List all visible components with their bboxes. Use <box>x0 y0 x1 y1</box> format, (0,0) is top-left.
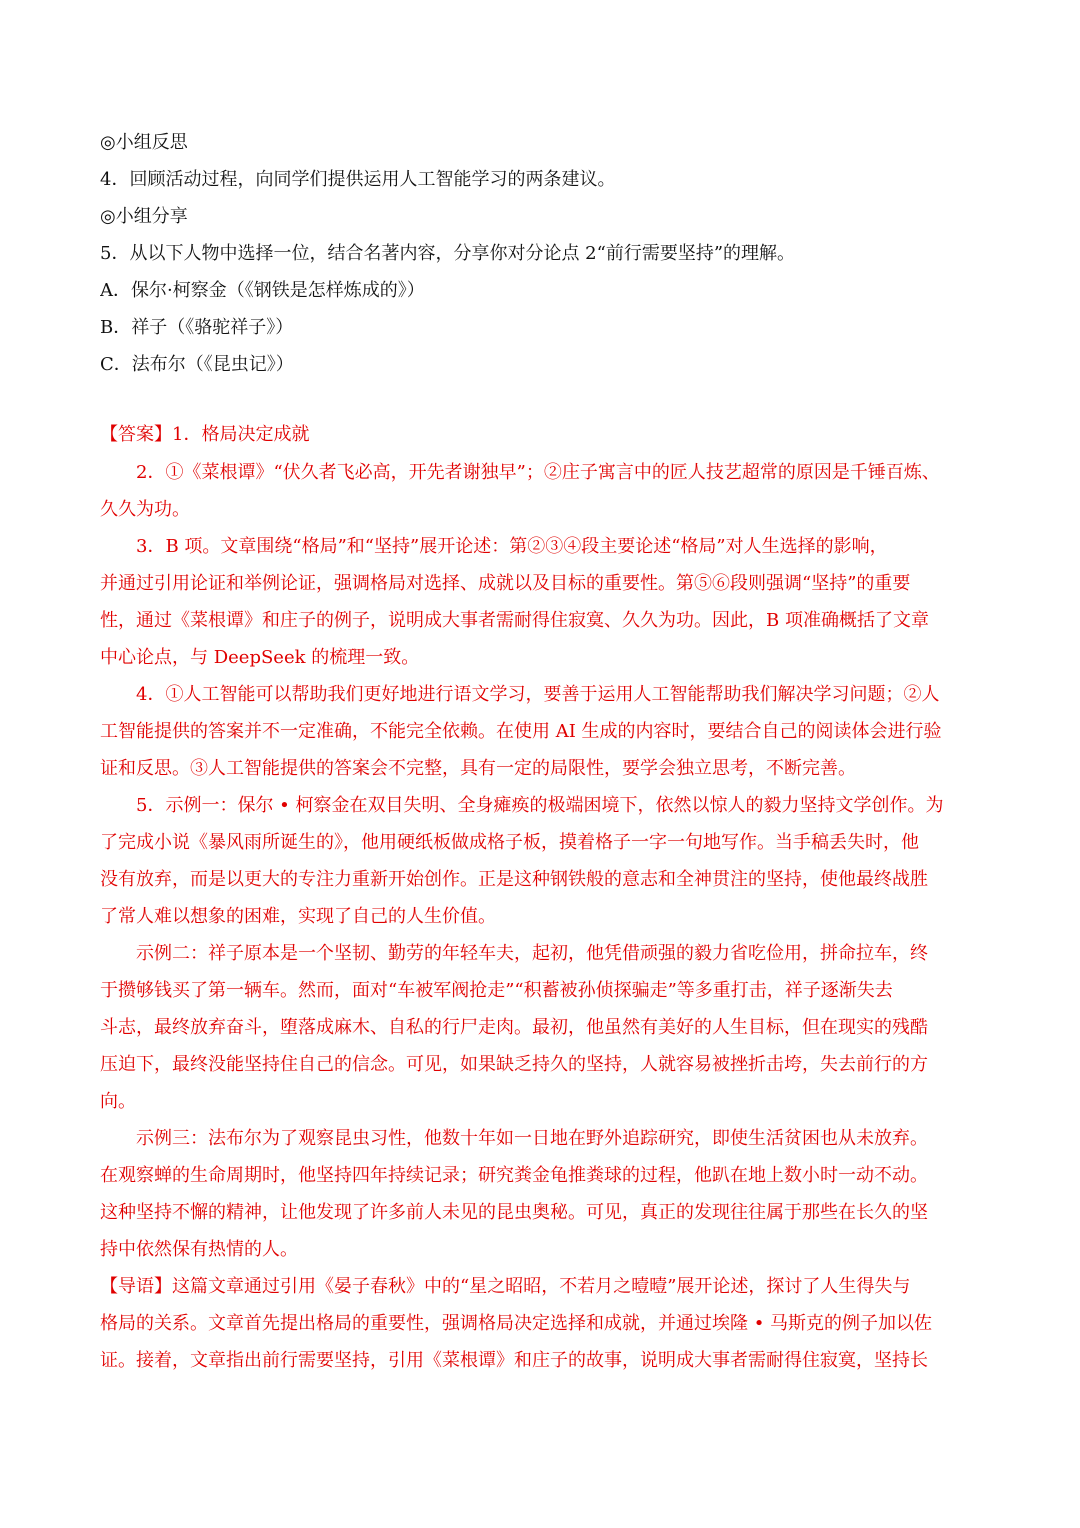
answer-5-ex2-line-3: 斗志，最终放弃奋斗，堕落成麻木、自私的行尸走肉。最初，他虽然有美好的人生目标，但在现实的残酷 <box>100 1017 928 1038</box>
question-5: 5．从以下人物中选择一位，结合名著内容，分享你对分论点 2“前行需要坚持”的理解。 <box>100 243 796 264</box>
answer-3-line-3: 性，通过《菜根谭》和庄子的例子，说明成大事者需耐得住寂寞、久久为功。因此，B 项准确概括了文章 <box>100 610 929 631</box>
answer-5-ex3-line-1: 示例三：法布尔为了观察昆虫习性，他数十年如一日地在野外追踪研究，即使生活贫困也从未放弃。 <box>136 1128 928 1149</box>
answer-5-ex2-line-4: 压迫下，最终没能坚持住自己的信念。可见，如果缺乏持久的坚持，人就容易被挫折击垮，失去前行的方 <box>100 1054 928 1075</box>
guide-text-1: 这篇文章通过引用《晏子春秋》中的“星之昭昭，不若月之曀曀”展开论述，探讨了人生得失与 <box>172 1276 911 1297</box>
answer-2-line-1: 2．①《菜根谭》“伏久者飞必高，开先者谢独早”；②庄子寓言中的匠人技艺超常的原因是千锤百炼、 <box>136 462 940 483</box>
answer-4-line-3: 证和反思。③人工智能提供的答案会不完整，具有一定的局限性，要学会独立思考，不断完善。 <box>100 758 856 779</box>
answer-5-ex1-line-1: 5．示例一：保尔 • 柯察金在双目失明、全身瘫痪的极端困境下，依然以惊人的毅力坚持文学创作。为 <box>136 795 944 816</box>
option-b: B．祥子（《骆驼祥子》） <box>100 317 294 338</box>
answer-3-line-4: 中心论点，与 DeepSeek 的梳理一致。 <box>100 647 420 668</box>
answer-5-ex1-line-2: 了完成小说《暴风雨所诞生的》，他用硬纸板做成格子板，摸着格子一字一句地写作。当手稿丢失时，他 <box>100 832 919 853</box>
answer-5-ex1-line-3: 没有放弃，而是以更大的专注力重新开始创作。正是这种钢铁般的意志和全神贯注的坚持，使他最终战胜 <box>100 869 928 890</box>
guide-line-3: 证。接着，文章指出前行需要坚持，引用《菜根谭》和庄子的故事，说明成大事者需耐得住寂寞，坚持长 <box>100 1350 928 1371</box>
guide-label: 【导语】 <box>100 1276 172 1297</box>
question-4: 4．回顾活动过程，向同学们提供运用人工智能学习的两条建议。 <box>100 169 616 190</box>
answer-5-ex1-line-4: 了常人难以想象的困难，实现了自己的人生价值。 <box>100 906 496 927</box>
guide-line-1 <box>100 1273 982 1301</box>
answer-5-ex3-line-4: 持中依然保有热情的人。 <box>100 1239 298 1260</box>
answer-3-line-2: 并通过引用论证和举例论证，强调格局对选择、成就以及目标的重要性。第⑤⑥段则强调“坚持”的重要 <box>100 573 911 594</box>
answer-label: 【答案】 <box>100 424 172 445</box>
answer-5-ex2-line-1: 示例二：祥子原本是一个坚韧、勤劳的年轻车夫，起初，他凭借顽强的毅力省吃俭用，拼命拉车，终 <box>136 943 928 964</box>
answer-4-line-1: 4．①人工智能可以帮助我们更好地进行语文学习，要善于运用人工智能帮助我们解决学习问题；②人 <box>136 684 940 705</box>
option-c: C．法布尔（《昆虫记》） <box>100 354 294 375</box>
group-share-heading: ◎小组分享 <box>100 206 188 227</box>
guide-line-2: 格局的关系。文章首先提出格局的重要性，强调格局决定选择和成就，并通过埃隆 • 马斯克的例子加以佐 <box>100 1313 933 1334</box>
answer-4-line-2: 工智能提供的答案并不一定准确，不能完全依赖。在使用 AI 生成的内容时，要结合自己的阅读体会进行验 <box>100 721 942 742</box>
answer-5-ex3-line-2: 在观察蝉的生命周期时，他坚持四年持续记录；研究粪金龟推粪球的过程，他趴在地上数小时一动不动。 <box>100 1165 928 1186</box>
answer-1-line <box>100 421 982 449</box>
answer-3-line-1: 3．B 项。文章围绕“格局”和“坚持”展开论述：第②③④段主要论述“格局”对人生选择的影响， <box>136 536 888 557</box>
answer-5-ex2-line-5: 向。 <box>100 1091 136 1112</box>
answer-2-line-2: 久久为功。 <box>100 499 190 520</box>
group-reflection-heading: ◎小组反思 <box>100 132 188 153</box>
answer-1: 1．格局决定成就 <box>172 424 310 445</box>
option-a: A．保尔·柯察金（《钢铁是怎样炼成的》） <box>100 280 425 301</box>
answer-5-ex3-line-3: 这种坚持不懈的精神，让他发现了许多前人未见的昆虫奥秘。可见，真正的发现往往属于那些在长久的坚 <box>100 1202 928 1223</box>
answer-5-ex2-line-2: 于攒够钱买了第一辆车。然而，面对“车被军阀抢走”“积蓄被孙侦探骗走”等多重打击，祥子逐渐失去 <box>100 980 893 1001</box>
